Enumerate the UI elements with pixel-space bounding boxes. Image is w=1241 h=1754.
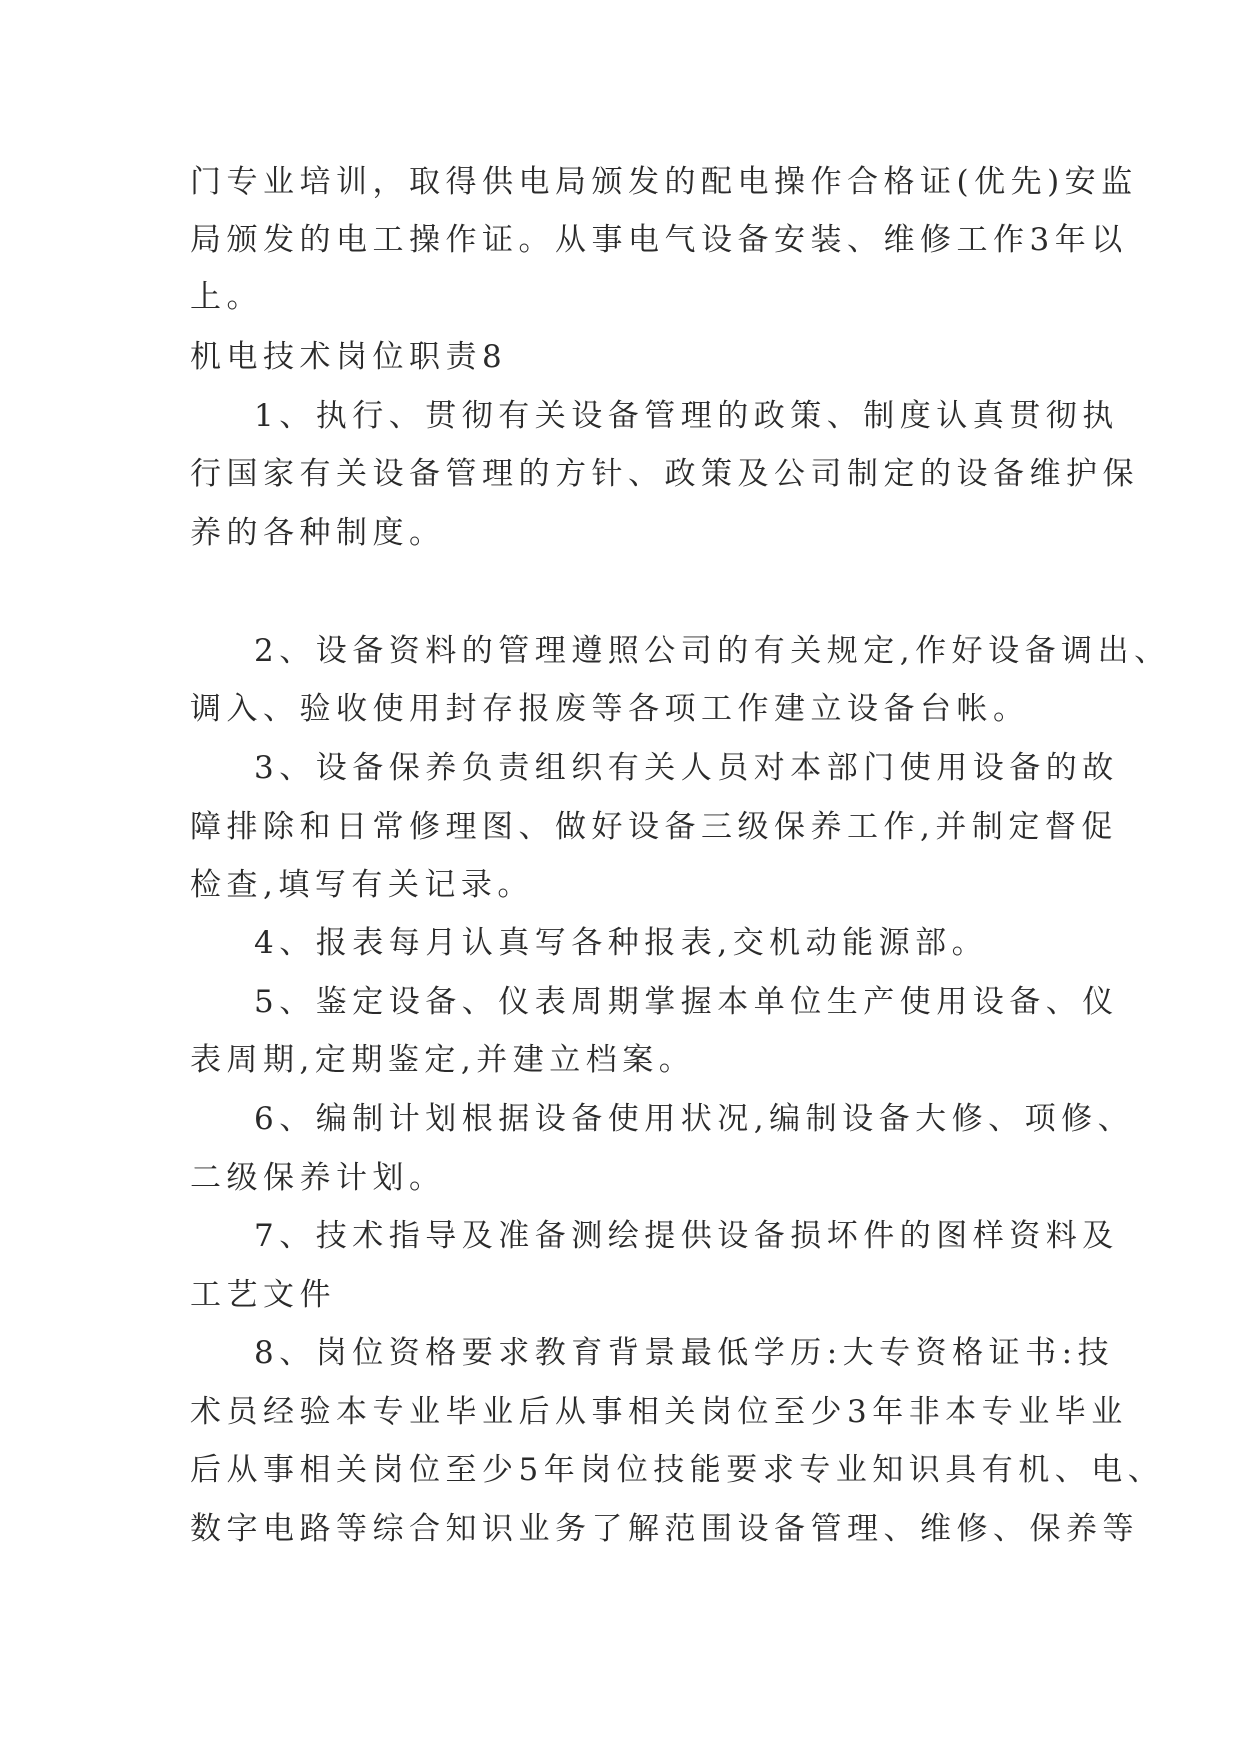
text-line: 上。 [190, 279, 263, 315]
text-line: 二级保养计划。 [190, 1160, 446, 1196]
text-line: 检查,填写有关记录。 [190, 867, 534, 903]
text-line: 2、设备资料的管理遵照公司的有关规定,作好设备调出、 [254, 633, 1171, 669]
text-line: 后从事相关岗位至少5年岗位技能要求专业知识具有机、电、 [190, 1452, 1165, 1488]
text-line: 养的各种制度。 [190, 515, 446, 551]
text-line: 数字电路等综合知识业务了解范围设备管理、维修、保养等 [190, 1511, 1139, 1547]
text-line: 6、编制计划根据设备使用状况,编制设备大修、项修、 [254, 1101, 1135, 1137]
text-line: 4、报表每月认真写各种报表,交机动能源部。 [254, 925, 989, 961]
text-line: 障排除和日常修理图、做好设备三级保养工作,并制定督促 [190, 809, 1118, 845]
text-line: 8、岗位资格要求教育背景最低学历:大专资格证书:技 [254, 1335, 1115, 1371]
text-line: 5、鉴定设备、仪表周期掌握本单位生产使用设备、仪 [254, 984, 1119, 1020]
text-line: 表周期,定期鉴定,并建立档案。 [190, 1042, 696, 1078]
text-line: 3、设备保养负责组织有关人员对本部门使用设备的故 [254, 750, 1119, 786]
section-heading: 机电技术岗位职责8 [190, 339, 508, 375]
text-line: 门专业培训，取得供电局颁发的配电操作合格证(优先)安监 [190, 164, 1138, 200]
text-line: 1、执行、贯彻有关设备管理的政策、制度认真贯彻执 [254, 398, 1119, 434]
text-line: 调入、验收使用封存报废等各项工作建立设备台帐。 [190, 691, 1030, 727]
text-line: 术员经验本专业毕业后从事相关岗位至少3年非本专业毕业 [190, 1394, 1128, 1430]
text-line: 7、技术指导及准备测绘提供设备损坏件的图样资料及 [254, 1218, 1119, 1254]
text-line: 行国家有关设备管理的方针、政策及公司制定的设备维护保 [190, 456, 1139, 492]
text-line: 局颁发的电工操作证。从事电气设备安装、维修工作3年以 [190, 222, 1128, 258]
text-line: 工艺文件 [190, 1277, 336, 1313]
